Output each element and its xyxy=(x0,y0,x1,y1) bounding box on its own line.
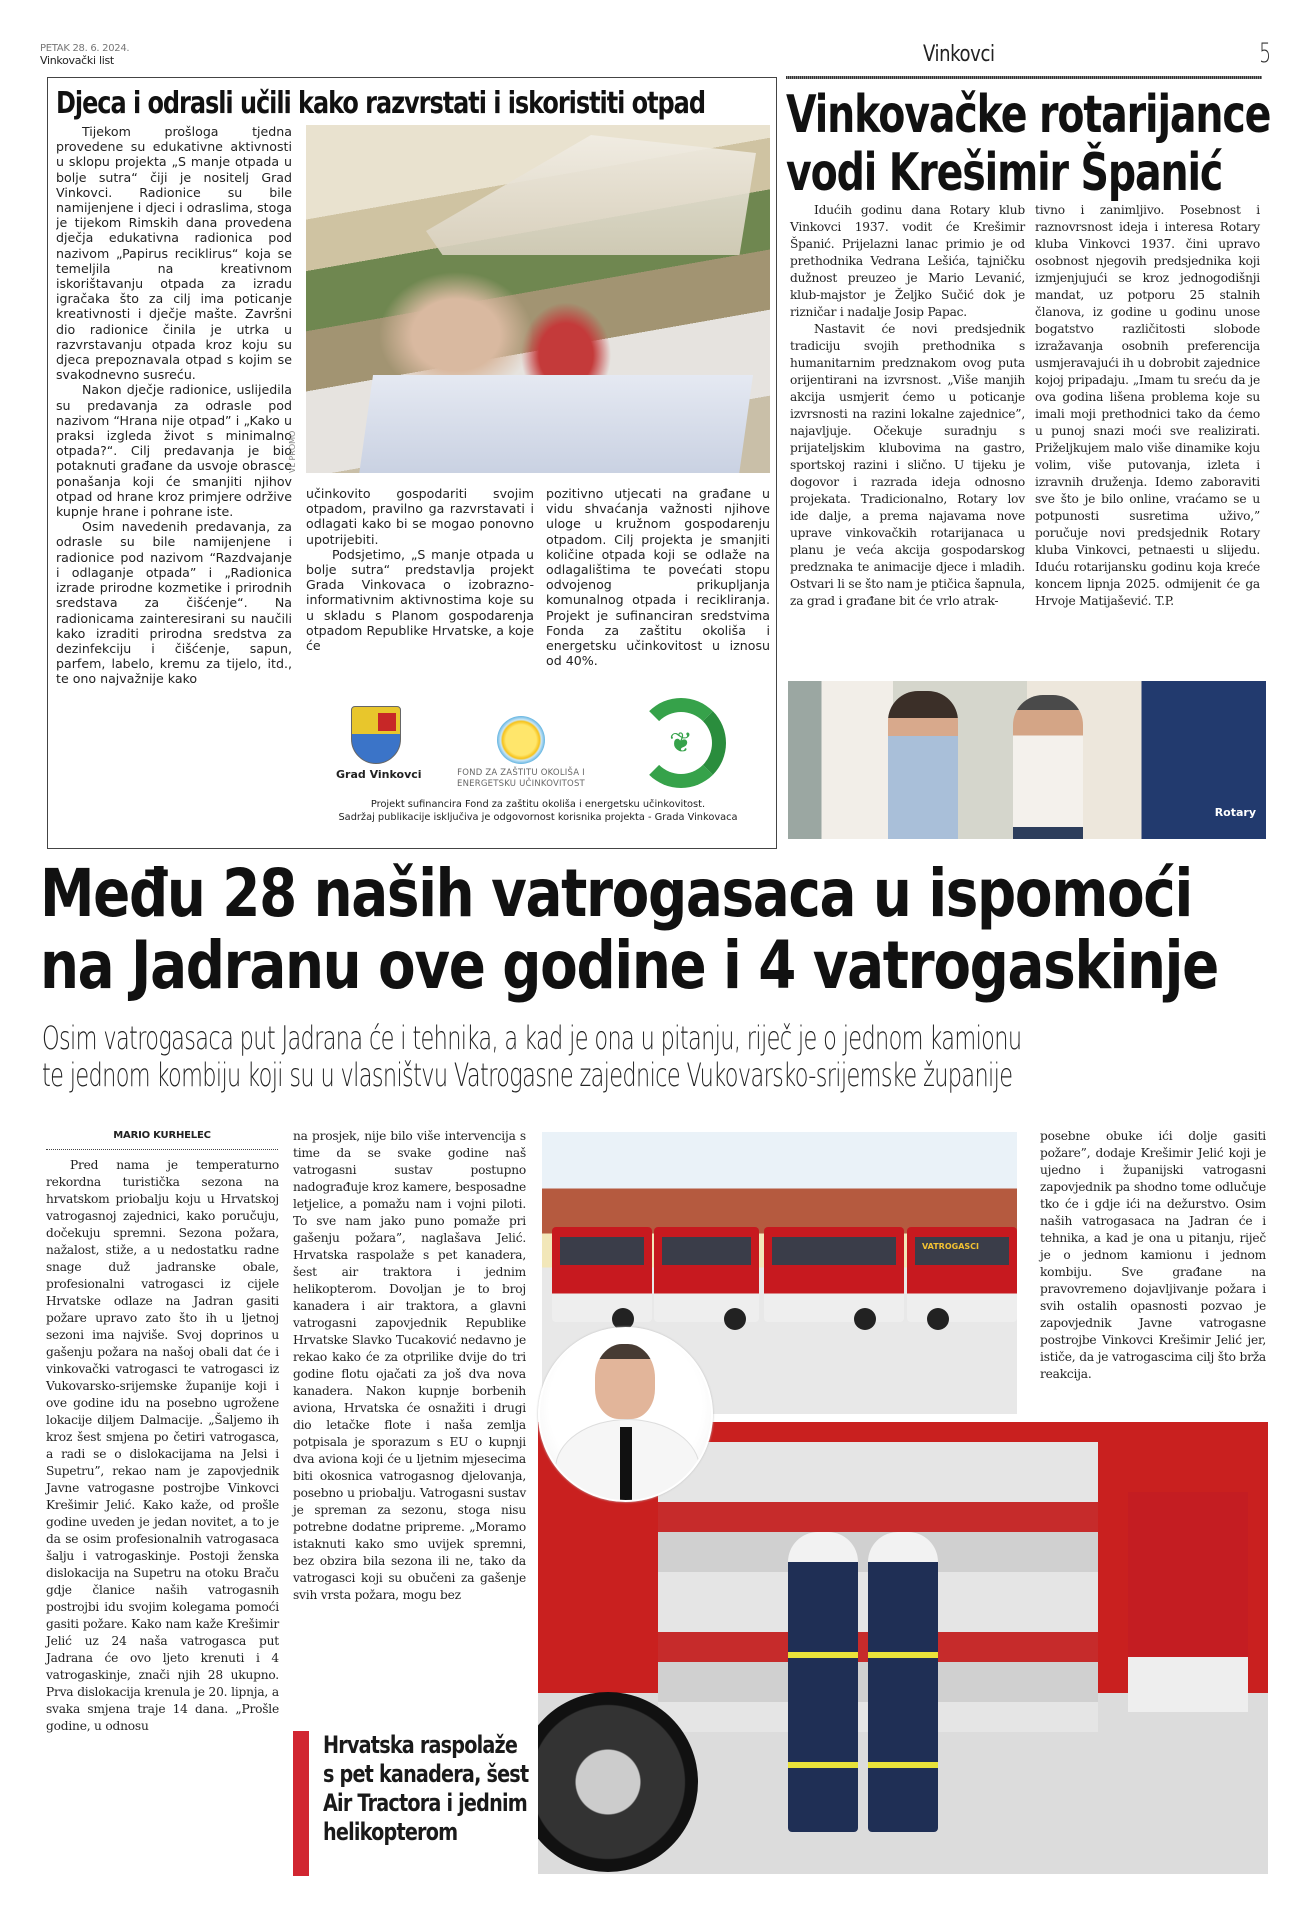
fond-logo xyxy=(446,716,596,790)
pull-quote-bar xyxy=(293,1731,309,1876)
waste-article xyxy=(47,77,777,849)
paragraph: Nakon dječje radionice, uslijedila su predavanja za odrasle pod nazivom “Hrana nije otpad” i „Kako u praksi izgleda život s minimalno otpada?“. Cilj predavanja je bio potaknuti građane da usvoje obrasce ponašanja koji će smanjiti njihov otpad od hrane kroz primjere održive kupnje hrane i pohrane iste. xyxy=(56,382,292,520)
firefighter-shape xyxy=(868,1532,938,1832)
byline: MARIO KURHELEC xyxy=(113,1130,211,1141)
person-shape xyxy=(888,691,958,839)
section-divider xyxy=(786,76,1262,79)
subheadline-line: Osim vatrogasaca put Jadrana će i tehnika, a kad je ona u pitanju, riječ je o jednom kamionu xyxy=(42,1019,1022,1057)
photo-credit: VL PROMO xyxy=(288,430,297,473)
publication-name: Vinkovački list xyxy=(40,53,114,67)
rotary-article-title xyxy=(786,86,1270,202)
pull-quote-text: Hrvatska raspolaže s pet kanadera, šest Air Tractora i jednim helikopterom xyxy=(323,1731,529,1846)
section-name: Vinkovci xyxy=(923,42,995,67)
logo-label-line: ENERGETSKU UČINKOVITOST xyxy=(457,779,585,789)
truck-shape xyxy=(552,1227,652,1322)
grad-vinkovci-logo xyxy=(336,706,422,781)
fire-column-1 xyxy=(46,1157,279,1735)
portrait-head xyxy=(595,1344,655,1419)
rotary-column-2 xyxy=(1035,202,1260,610)
rotary-handshake-photo xyxy=(788,681,1266,839)
issue-date: PETAK 28. 6. 2024. xyxy=(40,43,130,54)
truck-shape xyxy=(764,1227,904,1322)
paragraph: Podsjetimo, „S manje otpada u bolje sutra“ predstavlja projekt Grada Vinkovaca o izobrazno-informativnim aktivnostima koje su u skladu s Planom gospodarenja otpadom Republike Hrvatske, a koje će xyxy=(306,546,534,654)
truck-shape xyxy=(654,1227,759,1322)
waste-article-column-3 xyxy=(546,486,770,668)
subheadline-line: te jednom kombiju koji su u vlasništvu Vatrogasne zajednice Vukovarsko-srijemske županije xyxy=(42,1056,1013,1094)
fire-article-headline xyxy=(40,855,1218,1004)
title-line: vodi Krešimir Španić xyxy=(786,143,1223,203)
sponsor-logos xyxy=(306,698,770,798)
firefighter-shape xyxy=(788,1532,858,1832)
logo-label: Grad Vinkovci xyxy=(336,768,422,781)
headline-line: Među 28 naših vatrogasaca u ispomoći xyxy=(40,855,1192,932)
page-number: 5 xyxy=(1258,38,1271,69)
project-logo xyxy=(636,698,726,788)
waste-article-title: Djeca i odrasli učili kako razvrstati i iskoristiti otpad xyxy=(56,86,705,121)
paragraph: učinkovito gospodariti svojim otpadom, pravilno ga razvrstavati i odlagati kako bi se mogao ponovno upotrijebiti. xyxy=(306,486,534,547)
paragraph: Nastavit će novi predsjednik tradiciju svojih prethodnika s humanitarnim predznakom ovog puta orijentirani na izvrsnost. „Više manjih akcija usmjerit ćemo u poticanje izvrsnosti na razini lokalne zajednice”, najavljuje. Očekuje suradnju s prijateljskim klubovima na gastro, sportskoj razini i slično. U tijeku je dogovor i razrada ideja odnosno projekata. Tradicionalno, Rotary lov ide dalje, a prema najavama nove uprave vinkovačkih rotarijanaca u planu je veća akcija gospodarskog predznaka te animacije djece i mladih. Ostvari li se što nam je ptičica šapnula, za grad i građane bit će vrlo atrak- xyxy=(790,322,1025,608)
paragraph: pozitivno utjecati na građane u vidu shvaćanja važnosti njihove uloge u kružnom gospodarenju otpadom. Cilj projekta je smanjiti količine otpada koji se odlaže na odlagalištima te povećati stopu odvojenog prikupljanja komunalnog otpada i recikliranja. Projekt je sufinanciran sredstvima Fonda za zaštitu okoliša i energetsku učinkovitost u iznosu od 40%. xyxy=(546,486,770,669)
title-line: Vinkovačke rotarijance xyxy=(786,85,1271,145)
waste-article-column-2 xyxy=(306,486,534,653)
paragraph: na prosjek, nije bilo više intervencija s time da se svake godine naš vatrogasni sustav postupno nadograđuje kroz kamere, besposadne letjelice, a pomažu nam i vojni piloti. To sve nam jako puno pomaže pri gašenju požara”, naglašava Jelić. Hrvatska raspolaže s pet kanadera, šest air traktora i jednim helikopterom. Dovoljan je to broj kanadera i air traktora, a glavni vatrogasni zapovjednik Republike Hrvatske Slavko Tucaković nedavno je rekao kako će za otprilike dvije do tri godine flotu ojačati za još dva nova kanadera. Nakon kupnje borbenih aviona, Hrvatska će osnažiti i drugi dio letačke flote i naša zemlja potpisala je sporazum s EU o kupnji dva aviona koji će u ljetnim mjesecima biti okosnica vatrogasnog djelovanja, posebno u priobalju. Vatrogasni sustav je spreman za sezonu, stoga nisu potrebne dodatne pripreme. „Moramo istaknuti kako smo uvijek spremni, bez obzira bila sezona ili ne, tako da vatrogasci koji su obučeni za gašenje svih vrsta požara, mogu bez xyxy=(293,1129,526,1602)
commander-portrait xyxy=(538,1327,713,1502)
paragraph: Pred nama je temperaturno rekordna turistička sezona na hrvatskom priobalju koju u Hrvatskoj vatrogasnoj zajednici, kako poručuju, dočekuju spremni. Sezona požara, nažalost, stiže, a u nedostatku radne snage duž jadranske obale, profesionalni vatrogasci iz cijele Hrvatske odlaze na Jadran gasiti požare upravo zato što ih u ljetnoj sezoni ima najviše. Svoj doprinos u gašenju požara na našoj obali dat će i vinkovački vatrogasci te vatrogasci iz Vukovarsko-srijemske županije koji i ove godine idu na posebno ugrožene lokacije diljem Dalmacije. „Šaljemo ih kroz šest smjena po četiri vatrogasca, a radi se o dislokacijama na Jelsi i Supetru”, rekao nam je zapovjednik Javne vatrogasne postrojbe Vinkovci Krešimir Jelić. Kako kaže, od prošle godine uveden je jedan novitet, a to je da se osim profesionalnih vatrogasaca šalju i vatrogaskinje. Postoji ženska dislokacija na Supetru na otoku Braču gdje članice naših vatrogasnih postrojbi idu svojim kolegama pomoći gasiti požare. Kako nam kaže Krešimir Jelić uz 24 naša vatrogasca put Jadrana će ovo ljeto krenuti i 4 vatrogaskinje, znači njih 28 ukupno. Prva dislokacija krenula je 20. lipnja, a svaka smjena traje 14 dana. „Prošle godine, u odnosu xyxy=(46,1158,279,1733)
table-shape xyxy=(359,375,753,473)
funding-line: Projekt sufinancira Fond za zaštitu okoliša i energetsku učinkovitost. xyxy=(370,799,706,810)
tent-shape xyxy=(426,135,756,255)
headline-line: na Jadranu ove godine i 4 vatrogaskinje xyxy=(40,927,1218,1004)
fire-column-3 xyxy=(1040,1128,1266,1383)
paragraph: tivno i zanimljivo. Posebnost i raznovrsnost ideja i interesa Rotary kluba Vinkovci 1937. čini upravo osobnost njegovih predsjednika koji izmjenjujući se kroz jednogodišnji mandat, uz potporu 25 stalnih članova, iz godine u godinu unose bogatstvo različitosti slobode izražavanja osobnih preferencija usmjeravajući ih u dobrobit zajednice kojoj pripadaju. „Imam tu sreću da je ova godina lišena problema koje su imali moji prethodnici tako da ćemo u punoj snazi moći sve realizirati. Priželjkujem malo više dinamike koju volim, više putovanja, izleta i izravnih druženja. Idemo zaboraviti sve što je bilo online, vraćamo se u potpunosti susretima uživo,” poručuje novi predsjednik Rotary kluba Vinkovci, petnaesti u slijedu. Iduću rotarijansku godinu koja kreće koncem lipnja 2025. odmijenit će ga Hrvoje Matijašević. T.P. xyxy=(1035,203,1260,608)
logo-label-line: FOND ZA ZAŠTITU OKOLIŠA I xyxy=(457,768,585,778)
funding-notice xyxy=(306,798,770,824)
byline-divider xyxy=(46,1149,278,1150)
coat-of-arms-icon xyxy=(351,706,401,764)
pull-quote xyxy=(293,1731,528,1861)
waste-article-column-1 xyxy=(56,124,292,844)
fire-column-2 xyxy=(293,1128,526,1604)
paragraph: Osim navedenih predavanja, za odrasle su bile namijenjene i radionice pod nazivom “Razdvajanje i odlaganje otpada” i „Radionica izrade prirodne kozmetike i prirodnih sredstava za čišćenje“. Na radionicama zainteresirani su naučili kako izraditi prirodna sredstva za dezinfekciju i čišćenje, sapun, parfem, labelo, kremu za tijelo, itd., te ono najvažnije kako xyxy=(56,519,292,687)
paragraph: posebne obuke ići dolje gasiti požare”, dodaje Krešimir Jelić koji je ujedno i županijski vatrogasni zapovjednik pa shodno tome odlučuje tko će i gdje ići na dežurstvo. Osim naših vatrogasaca na Jadran će i tehnika, a kad je ona u pitanju, riječ je o jednom kamionu i jednom kombiju. Sve građane na pravovremeno dojavljivanje požara i svih ostalih opasnosti pozvao je zapovjednik Javne vatrogasne postrojbe Vinkovci Krešimir Jelić jer, ističe, da je vatrogascima cilj što brža reakcija. xyxy=(1040,1129,1266,1381)
logo-label xyxy=(446,768,596,790)
paragraph: Tijekom prošloga tjedna provedene su edukativne aktivnosti u sklopu projekta „S manje otpada u bolje sutra“ čiji je nositelj Grad Vinkovci. Radionice su bile namijenjene i djeci i odraslima, stoga je tijekom Rimskih dana provedena dječja edukativna radionica pod nazivom „Papirus reciklirus“ koja se temeljila na kreativnom iskorištavanju otpada za izradu igračaka što za cilj ima poticanje kreativnosti i dječje mašte. Završni dio radionice činila je utrka u razvrstavanju otpada kroz koju su djeca prepoznavala otpad s kojim se svakodnevno susreću. xyxy=(56,124,292,383)
sun-icon xyxy=(497,716,545,764)
fire-article-subheadline xyxy=(42,1020,1021,1094)
banner-text: Rotary xyxy=(1214,806,1256,819)
funding-line: Sadržaj publikacije isključiva je odgovornost korisnika projekta - Grada Vinkovaca xyxy=(338,812,738,823)
truck-label: VATROGASCI xyxy=(922,1242,980,1251)
portrait-tie xyxy=(620,1427,632,1502)
paragraph: Idućih godinu dana Rotary klub Vinkovci 1937. vodit će Krešimir Španić. Prijelazni lanac primio je od prethodnika Vedrana Lešića, tajničku dužnost preuzeo je Mario Levanić, klub-majstor je Željko Sučić dok je rizničar i nadalje Josip Papac. xyxy=(790,203,1025,319)
workshop-photo xyxy=(306,125,770,473)
rotary-column-1 xyxy=(790,202,1025,610)
masthead xyxy=(40,44,129,66)
person-shape xyxy=(1013,695,1083,839)
leaf-icon: ❦ xyxy=(669,726,693,759)
truck-shape xyxy=(1128,1492,1248,1712)
